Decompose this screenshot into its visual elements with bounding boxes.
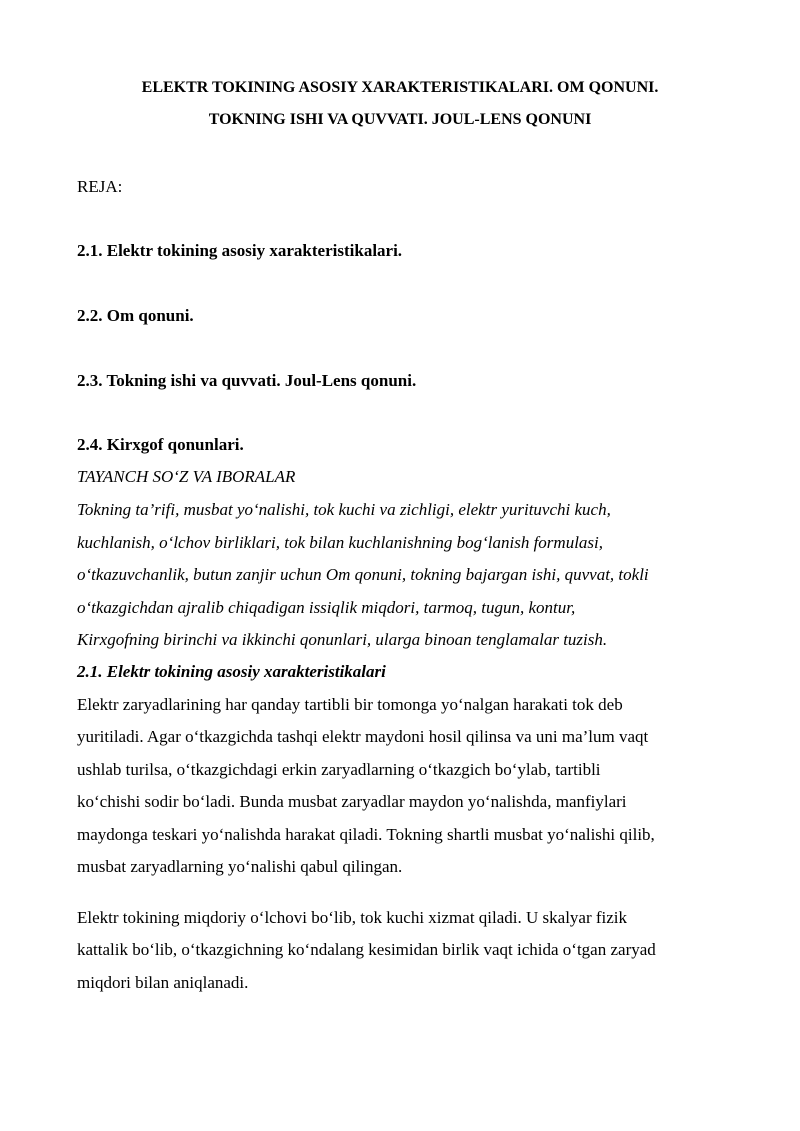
keywords-line-4: o‘tkazgichdan ajralib chiqadigan issiqlik miqdori, tarmoq, tugun, kontur, xyxy=(77,598,576,617)
document-title-line-2: TOKNING ISHI VA QUVVATI. JOUL-LENS QONUNI xyxy=(208,111,592,128)
paragraph-1-line-6: musbat zaryadlarning yo‘nalishi qabul qilingan. xyxy=(77,857,403,876)
paragraph-1-line-2: yuritiladi. Agar o‘tkazgichda tashqi elektr maydoni hosil qilinsa va uni ma’lum vaqt xyxy=(77,727,649,746)
keywords-heading: TAYANCH SO‘Z VA IBORALAR xyxy=(77,467,296,486)
paragraph-1-line-1: Elektr zaryadlarining har qanday tartibli bir tomonga yo‘nalgan harakati tok deb xyxy=(77,695,623,714)
plan-item-3: 2.3. Tokning ishi va quvvati. Joul-Lens qonuni. xyxy=(77,371,417,390)
plan-label: REJA: xyxy=(77,177,123,196)
document-title-line-1: ELEKTR TOKINING ASOSIY XARAKTERISTIKALARI. OM QONUNI. xyxy=(141,79,659,96)
keywords-line-5: Kirxgofning birinchi va ikkinchi qonunlari, ularga binoan tenglamalar tuzish. xyxy=(77,630,608,649)
plan-item-1: 2.1. Elektr tokining asosiy xarakteristikalari. xyxy=(77,241,403,260)
paragraph-1-line-3: ushlab turilsa, o‘tkazgichdagi erkin zaryadlarning o‘tkazgich bo‘ylab, tartibli xyxy=(77,760,601,779)
section-heading: 2.1. Elektr tokining asosiy xarakteristikalari xyxy=(77,662,386,681)
keywords-line-3: o‘tkazuvchanlik, butun zanjir uchun Om qonuni, tokning bajargan ishi, quvvat, tokli xyxy=(77,565,649,584)
paragraph-2-line-2: kattalik bo‘lib, o‘tkazgichning ko‘ndalang kesimidan birlik vaqt ichida o‘tgan zaryad xyxy=(77,940,656,959)
paragraph-1-line-5: maydonga teskari yo‘nalishda harakat qiladi. Tokning shartli musbat yo‘nalishi qilib, xyxy=(77,825,655,844)
plan-item-2: 2.2. Om qonuni. xyxy=(77,306,194,325)
paragraph-2-line-1: Elektr tokining miqdoriy o‘lchovi bo‘lib, tok kuchi xizmat qiladi. U skalyar fizik xyxy=(77,908,628,927)
keywords-line-2: kuchlanish, o‘lchov birliklari, tok bilan kuchlanishning bog‘lanish formulasi, xyxy=(77,533,604,552)
keywords-line-1: Tokning ta’rifi, musbat yo‘nalishi, tok kuchi va zichligi, elektr yurituvchi kuch, xyxy=(77,500,611,519)
paragraph-1-line-4: ko‘chishi sodir bo‘ladi. Bunda musbat zaryadlar maydon yo‘nalishda, manfiylari xyxy=(77,792,627,811)
plan-item-4: 2.4. Kirxgof qonunlari. xyxy=(77,435,244,454)
paragraph-2-line-3: miqdori bilan aniqlanadi. xyxy=(77,973,249,992)
